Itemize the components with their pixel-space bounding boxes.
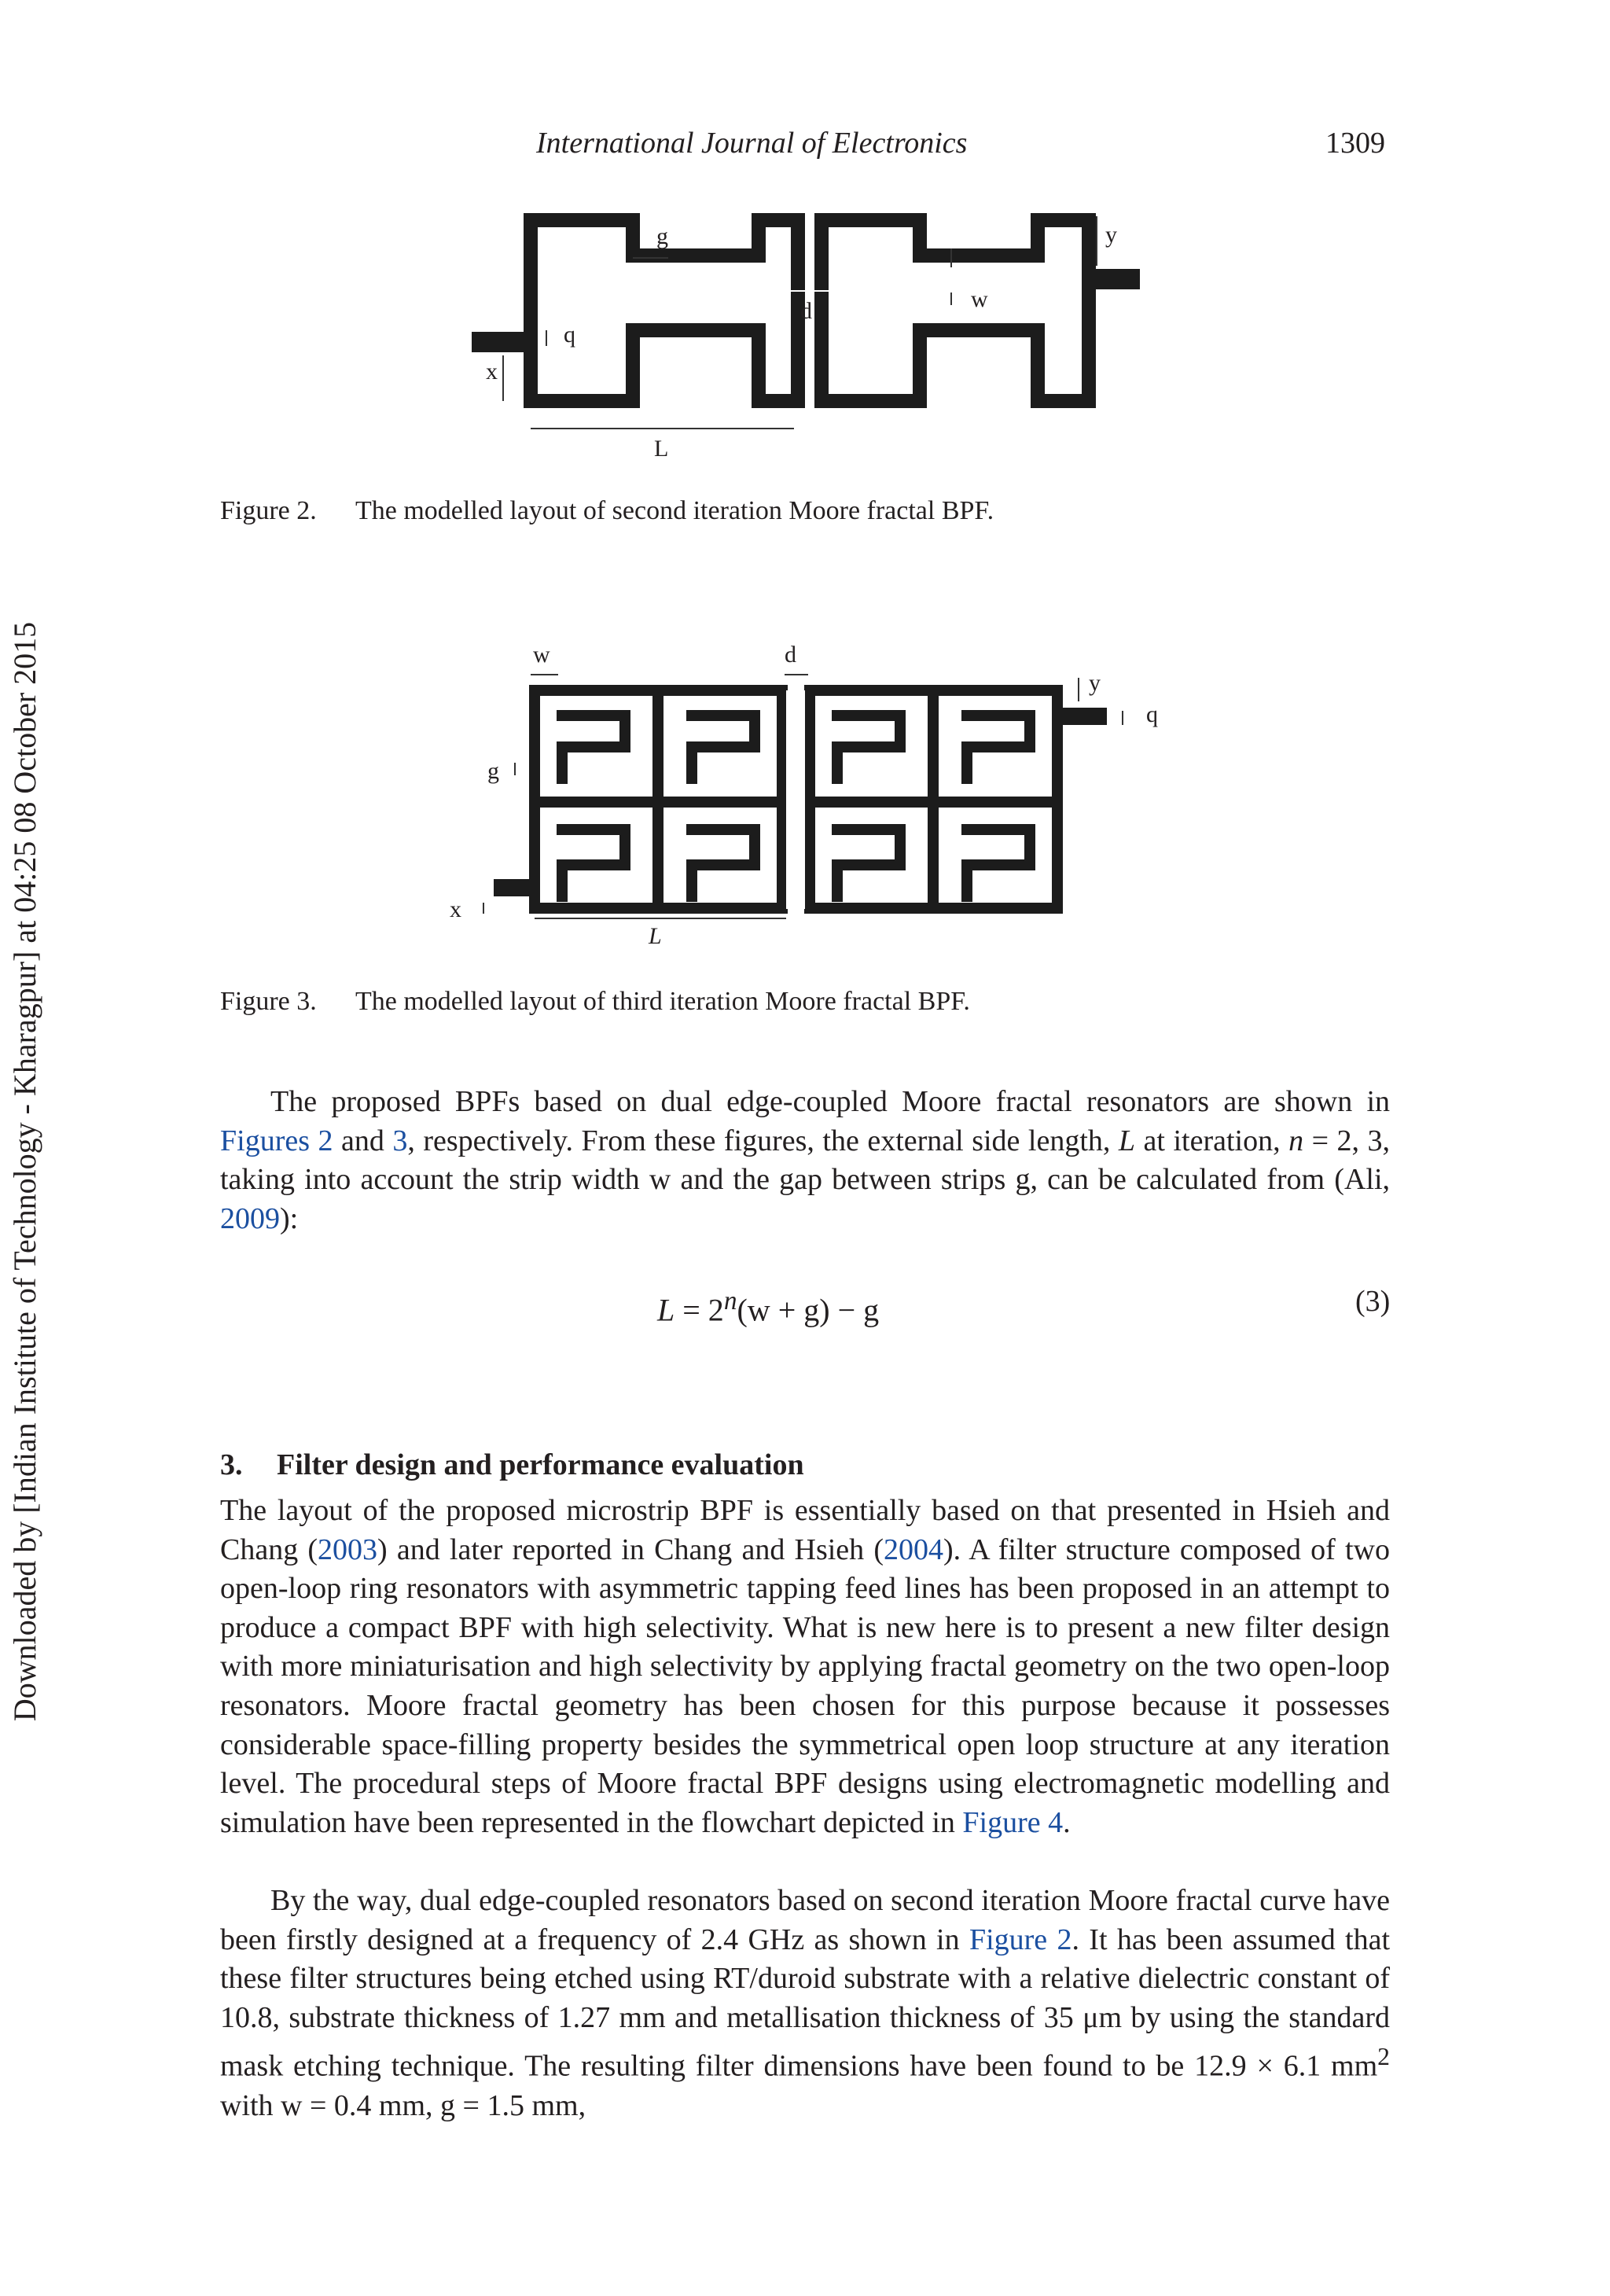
link-ref-2004[interactable]: 2004	[884, 1533, 944, 1566]
figure-2-label-L: L	[654, 436, 669, 462]
equation-exponent: n	[723, 1286, 737, 1315]
paragraph3-text-2: . It has been assumed that these filter structures being etched using RT/duroid substrate with a relative dielectric constant of 10.8, substrate thickness of 1.27 mm and metallisation thickness of 35 μm by using the standard mask etching technique. The resulting filter dimensions have been found to be 12.9 × 6.1 mm	[220, 1923, 1390, 2084]
link-figure-4[interactable]: Figure 4	[962, 1805, 1064, 1839]
figure-3-label-L: L	[649, 923, 662, 949]
paragraph1-text-3: , respectively. From these figures, the external side length,	[407, 1124, 1119, 1157]
paragraph3-text-1: By the way, dual edge-coupled resonators based on second iteration Moore fractal curve have been firstly designed at a frequency of 2.4 GHz as shown in	[220, 1884, 1390, 1956]
figure-2-label-q: q	[564, 322, 575, 348]
equation-number: (3)	[1355, 1285, 1391, 1318]
journal-title: International Journal of Electronics	[536, 127, 968, 160]
symbol-n: n	[1288, 1124, 1304, 1157]
download-notice: Downloaded by [Indian Institute of Technology - Kharagpur] at 04:25 08 October 2015	[7, 621, 42, 1722]
equation-equals: = 2	[675, 1292, 724, 1328]
paragraph1-text-6: ):	[280, 1201, 299, 1235]
figure-2-caption-text: The modelled layout of second iteration Moore fractal BPF.	[355, 496, 994, 525]
figure-2-caption	[220, 494, 994, 528]
equation-lhs: L	[657, 1292, 675, 1328]
figure-2-label-y: y	[1105, 222, 1117, 248]
figure-2-right-resonator	[822, 220, 1089, 401]
figure-2-input-feed	[472, 332, 525, 352]
download-sidebar	[6, 582, 44, 1761]
paragraph-intro-figures	[220, 1083, 1390, 1238]
link-figure-3[interactable]: 3	[392, 1124, 408, 1157]
link-figures-2[interactable]: Figures 2	[220, 1124, 333, 1157]
paragraph2-text-3: ). A filter structure composed of two open-loop ring resonators with asymmetric tapping feed lines has been proposed in an attempt to produce a compact BPF with high selectivity. What is new here is to present a new filter design with more miniaturisation and high selectivity by applying fractal geometry on the two open-loop resonators. Moore fractal geometry has been chosen for this purpose because it possesses considerable space-filling property besides the symmetrical open loop structure at any iteration level. The procedural steps of Moore fractal BPF designs using electromagnetic modelling and simulation have been represented in the flowchart depicted in	[220, 1533, 1390, 1839]
figure-3-label-y: y	[1089, 670, 1101, 696]
figure-3-label-g: g	[487, 758, 499, 784]
superscript-2: 2	[1377, 2043, 1390, 2071]
paragraph3-text-3: with w = 0.4 mm, g = 1.5 mm,	[220, 2088, 586, 2122]
paragraph1-text-4: at iteration,	[1135, 1124, 1289, 1157]
paragraph2-text-1: The layout of the proposed microstrip BPF is essentially based on that presented in Hsieh and Chang (	[220, 1494, 1390, 1566]
figure-3-layout	[440, 629, 1179, 959]
figure-3-caption-number: Figure 3.	[220, 987, 317, 1016]
paragraph1-text-2: and	[333, 1124, 393, 1157]
paragraph2-text-2: ) and later reported in Chang and Hsieh (	[377, 1533, 884, 1566]
link-ref-2003[interactable]: 2003	[318, 1533, 378, 1566]
section-heading	[220, 1445, 804, 1485]
page-number: 1309	[1325, 127, 1385, 160]
paragraph2-text-4: .	[1063, 1805, 1071, 1839]
figure-2-label-x: x	[486, 359, 498, 385]
link-ref-2009[interactable]: 2009	[220, 1201, 280, 1235]
figure-2-label-g: g	[656, 223, 668, 249]
figure-3-label-w: w	[533, 642, 550, 668]
figure-3-output-feed	[1061, 708, 1107, 725]
figure-3-label-d: d	[785, 642, 796, 668]
symbol-L: L	[1118, 1124, 1136, 1157]
figure-3-input-feed	[494, 879, 533, 896]
paragraph-second-iteration	[220, 1882, 1390, 2125]
paragraph1-text-1: The proposed BPFs based on dual edge-coupled Moore fractal resonators are shown in	[270, 1085, 1390, 1118]
figure-3-left-h-cross	[535, 690, 782, 908]
figure-2-label-d: d	[800, 298, 812, 324]
figure-2-layout	[456, 204, 1163, 472]
figure-2-label-w: w	[971, 286, 988, 312]
figure-3-right-h-cross	[810, 690, 1057, 908]
figure-3-caption-text: The modelled layout of third iteration Moore fractal BPF.	[355, 987, 970, 1016]
figure-3-caption	[220, 984, 970, 1019]
figure-3-label-x: x	[450, 896, 461, 922]
link-figure-2[interactable]: Figure 2	[969, 1923, 1072, 1956]
figure-3-label-q: q	[1146, 701, 1158, 727]
figure-3-left-gap	[786, 690, 805, 909]
paragraph1-text-5: = 2, 3, taking into account the strip width w and the gap between strips g, can be calculated from (Ali,	[220, 1124, 1391, 1197]
figure-2-caption-number: Figure 2.	[220, 496, 317, 525]
section-title: Filter design and performance evaluation	[277, 1448, 804, 1481]
equation-rhs: (w + g) − g	[737, 1292, 880, 1328]
section-number: 3.	[220, 1448, 243, 1481]
paragraph-filter-design	[220, 1492, 1390, 1842]
equation-3	[657, 1282, 879, 1330]
figure-2-output-feed	[1094, 269, 1140, 289]
